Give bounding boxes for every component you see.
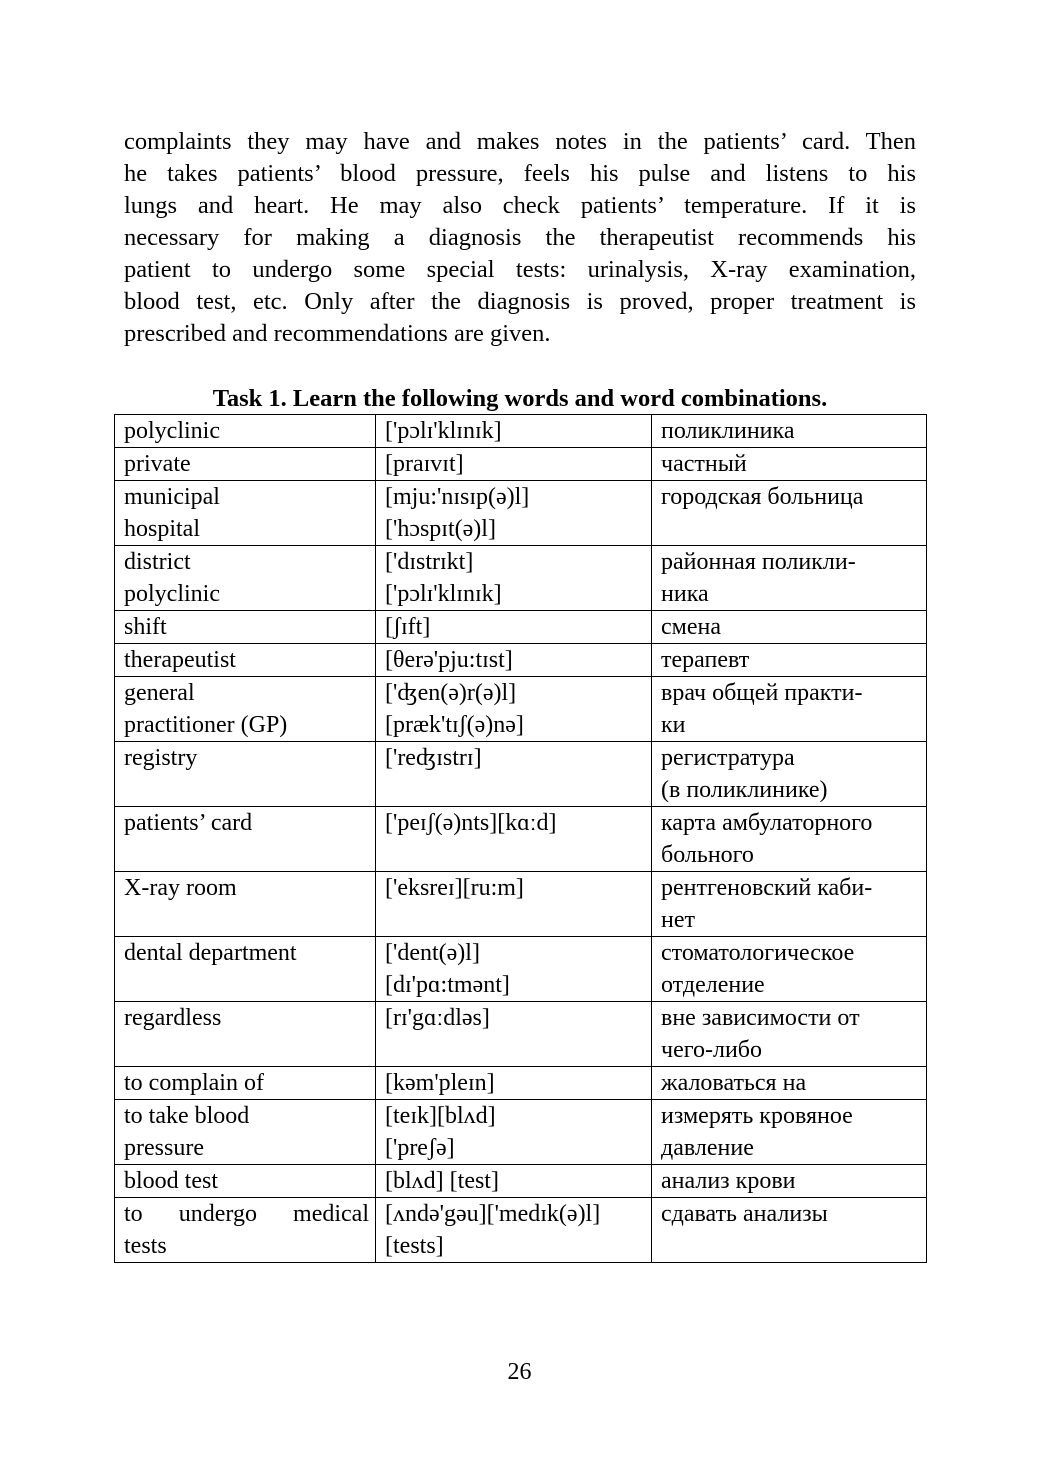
transcription-cell (376, 677, 652, 742)
term-line: X-ray room (124, 875, 237, 901)
transcription-cell (376, 937, 652, 1002)
translation-cell (652, 448, 927, 481)
translation-cell (652, 481, 927, 546)
translation-cell (652, 937, 927, 1002)
transcription-line: [θerə'pju:tɪst] (385, 647, 513, 673)
term-cell (115, 546, 376, 611)
term-line: practitioner (GP) (124, 712, 288, 738)
transcription-cell (376, 1165, 652, 1198)
term-line: therapeutist (124, 647, 236, 673)
term-line: to undergo medical (124, 1201, 369, 1227)
translation-line: жаловаться на (661, 1070, 807, 1096)
transcription-line: [praɪvɪt] (385, 451, 464, 477)
intro-paragraph (124, 126, 916, 350)
term-cell (115, 448, 376, 481)
translation-line: районная поликли- (661, 549, 856, 575)
term-line: dental department (124, 940, 297, 966)
transcription-line: [teɪk][blʌd] (385, 1103, 496, 1129)
translation-line: ника (661, 581, 709, 607)
term-line: district (124, 549, 191, 575)
translation-line: частный (661, 451, 747, 477)
term-line: to complain of (124, 1070, 264, 1096)
table-row (115, 546, 927, 611)
transcription-line: ['preʃə] (385, 1135, 455, 1161)
intro-line: patient to undergo some special tests: urinalysis, X-ray examination, (124, 256, 916, 283)
term-cell (115, 481, 376, 546)
translation-cell (652, 546, 927, 611)
term-line: tests (124, 1233, 167, 1259)
term-line: hospital (124, 516, 200, 542)
page-number: 26 (507, 1359, 532, 1385)
transcription-cell (376, 1067, 652, 1100)
translation-cell (652, 1067, 927, 1100)
translation-cell (652, 677, 927, 742)
transcription-cell (376, 415, 652, 448)
table-row (115, 1165, 927, 1198)
translation-line: сдавать анализы (661, 1201, 828, 1227)
term-line: patients’ card (124, 810, 253, 836)
table-row (115, 481, 927, 546)
transcription-cell (376, 546, 652, 611)
transcription-cell (376, 872, 652, 937)
term-cell (115, 807, 376, 872)
translation-line: поликлиника (661, 418, 795, 444)
table-row (115, 807, 927, 872)
term-cell (115, 677, 376, 742)
translation-line: анализ крови (661, 1168, 796, 1194)
translation-cell (652, 1100, 927, 1165)
translation-line: (в поликлинике) (661, 777, 828, 803)
term-line: polyclinic (124, 581, 220, 607)
translation-line: вне зависимости от (661, 1005, 860, 1031)
term-line: registry (124, 745, 198, 771)
translation-cell (652, 644, 927, 677)
transcription-line: [kəm'pleɪn] (385, 1070, 495, 1096)
term-cell (115, 1165, 376, 1198)
transcription-line: ['pɔlɪ'klɪnɪk] (385, 418, 502, 444)
transcription-line: [ʃɪft] (385, 614, 431, 640)
vocabulary-table (114, 414, 927, 1263)
intro-line: complaints they may have and makes notes in the patients’ card. Then (124, 128, 916, 155)
term-cell (115, 644, 376, 677)
transcription-line: ['eksreɪ][ru:m] (385, 875, 524, 901)
translation-line: давление (661, 1135, 754, 1161)
table-row (115, 1100, 927, 1165)
transcription-line: [tests] (385, 1233, 444, 1259)
translation-line: больного (661, 842, 754, 868)
term-line: regardless (124, 1005, 222, 1031)
intro-line: necessary for making a diagnosis the therapeutist recommends his (124, 224, 916, 251)
transcription-cell (376, 1100, 652, 1165)
translation-cell (652, 807, 927, 872)
transcription-line: ['dɪstrɪkt] (385, 549, 474, 575)
term-cell (115, 872, 376, 937)
table-row (115, 1198, 927, 1263)
term-line: to take blood (124, 1103, 250, 1129)
translation-cell (652, 415, 927, 448)
table-row (115, 611, 927, 644)
translation-line: ки (661, 712, 686, 738)
translation-cell (652, 742, 927, 807)
transcription-cell (376, 611, 652, 644)
transcription-cell (376, 644, 652, 677)
transcription-line: ['peɪʃ(ə)nts][kɑːd] (385, 810, 557, 836)
table-row (115, 677, 927, 742)
term-line: polyclinic (124, 418, 220, 444)
task-title: Task 1. Learn the following words and word combinations. (212, 385, 828, 412)
translation-line: терапевт (661, 647, 750, 673)
intro-line: blood test, etc. Only after the diagnosis is proved, proper treatment is (124, 288, 916, 315)
term-line: general (124, 680, 195, 706)
table-row (115, 448, 927, 481)
term-line: private (124, 451, 191, 477)
translation-line: городская больница (661, 484, 864, 510)
translation-line: врач общей практи- (661, 680, 863, 706)
table-row (115, 415, 927, 448)
translation-cell (652, 1198, 927, 1263)
translation-line: смена (661, 614, 721, 640)
transcription-line: [dɪ'pɑ:tmənt] (385, 972, 510, 998)
transcription-cell (376, 1002, 652, 1067)
translation-cell (652, 872, 927, 937)
intro-line: lungs and heart. He may also check patients’ temperature. If it is (124, 192, 916, 219)
transcription-cell (376, 807, 652, 872)
translation-cell (652, 611, 927, 644)
transcription-line: [blʌd] [test] (385, 1168, 499, 1194)
term-line: municipal (124, 484, 220, 510)
translation-line: регистратура (661, 745, 795, 771)
term-cell (115, 1198, 376, 1263)
intro-line: prescribed and recommendations are given. (124, 320, 551, 347)
transcription-line: [mju:'nɪsɪp(ə)l] (385, 484, 530, 510)
translation-line: карта амбулаторного (661, 810, 873, 836)
table-row (115, 872, 927, 937)
transcription-line: [ʌndə'gəu]['medɪk(ə)l] (385, 1201, 601, 1227)
table-row (115, 937, 927, 1002)
transcription-cell (376, 742, 652, 807)
translation-line: чего-либо (661, 1037, 762, 1063)
term-line: blood test (124, 1168, 218, 1194)
transcription-cell (376, 448, 652, 481)
transcription-line: ['pɔlɪ'klɪnɪk] (385, 581, 502, 607)
translation-line: рентгеновский каби- (661, 875, 873, 901)
table-row (115, 1002, 927, 1067)
term-cell (115, 1100, 376, 1165)
transcription-line: [rɪ'gɑːdləs] (385, 1005, 490, 1031)
transcription-line: ['reʤɪstrɪ] (385, 745, 482, 771)
translation-line: отделение (661, 972, 765, 998)
table-row (115, 1067, 927, 1100)
transcription-line: ['ʤen(ə)r(ə)l] (385, 680, 517, 706)
term-cell (115, 742, 376, 807)
transcription-cell (376, 481, 652, 546)
translation-cell (652, 1165, 927, 1198)
transcription-line: ['dent(ə)l] (385, 940, 480, 966)
term-cell (115, 415, 376, 448)
transcription-line: ['hɔspɪt(ə)l] (385, 516, 496, 542)
translation-line: нет (661, 907, 695, 933)
table-row (115, 742, 927, 807)
term-cell (115, 611, 376, 644)
term-cell (115, 1002, 376, 1067)
transcription-line: [præk'tɪʃ(ə)nə] (385, 712, 524, 738)
term-cell (115, 937, 376, 1002)
translation-line: стоматологическое (661, 940, 855, 966)
translation-cell (652, 1002, 927, 1067)
term-line: shift (124, 614, 167, 640)
table-row (115, 644, 927, 677)
translation-line: измерять кровяное (661, 1103, 853, 1129)
transcription-cell (376, 1198, 652, 1263)
term-cell (115, 1067, 376, 1100)
term-line: pressure (124, 1135, 204, 1161)
intro-line: he takes patients’ blood pressure, feels his pulse and listens to his (124, 160, 916, 187)
